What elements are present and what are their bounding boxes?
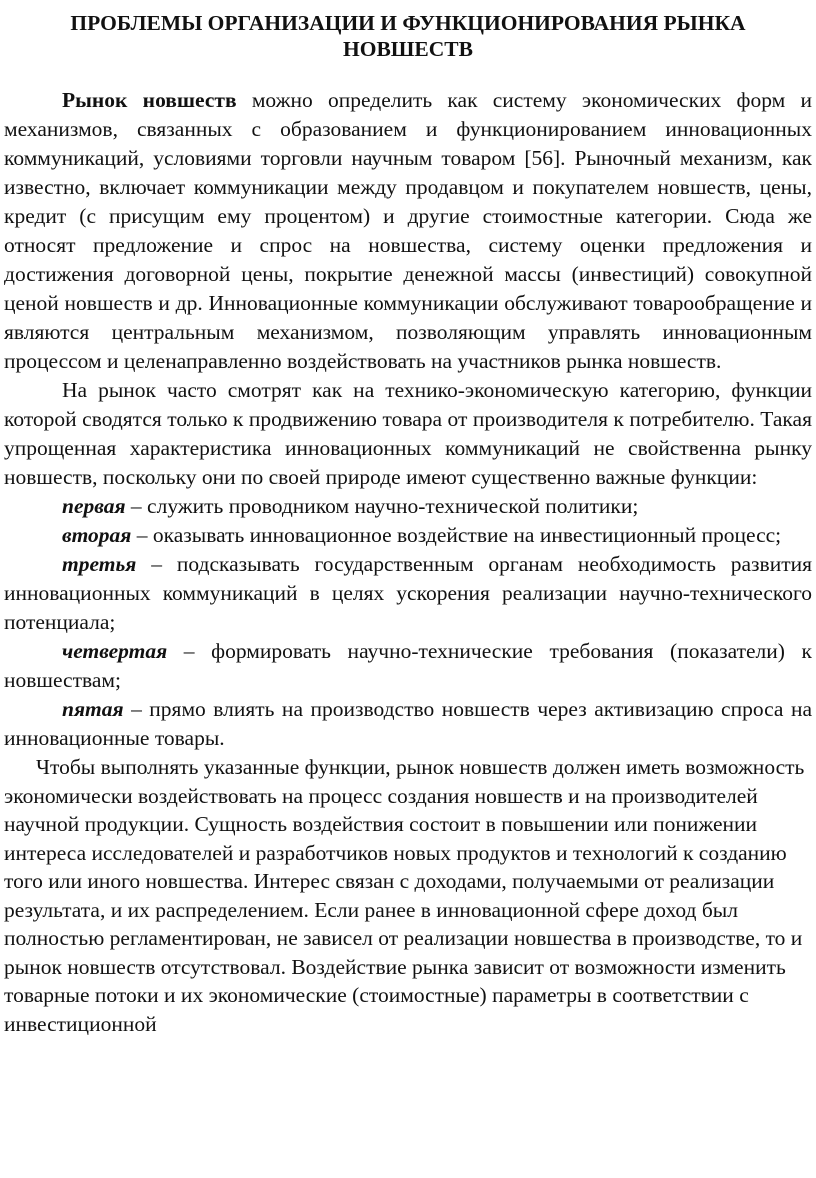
paragraph-market-category: На рынок часто смотрят как на технико-экономическую категорию, функции которой сводятся только к продвижению товара от производителя к потребителю. Такая упрощенная характеристика инновационных коммуникаций не свойственна рынку новшеств, поскольку они по своей природе имеют существенно важные функции:: [4, 378, 812, 489]
function-item-second: [4, 521, 812, 550]
function-term: четвертая: [62, 639, 168, 663]
function-text: – служить проводником научно-технической политики;: [125, 494, 639, 518]
function-text: – прямо влиять на производство новшеств через активизацию спроса на инновационные товары.: [4, 697, 812, 750]
paragraph-definition-text: можно определить как систему экономических форм и механизмов, связанных с образованием и функционированием инновационных коммуникаций, условиями торговли научным товаром [56]. Рыночный механизм, как известно, включает коммуникации между продавцом и покупателем новшеств, цены, кредит (с присущим ему процентом) и другие стоимостные категории. Сюда же относят предложение и спрос на новшества, систему оценки предложения и достижения договорной цены, покрытие денежной массы (инвестиций) совокупной ценой новшеств и др. Инновационные коммуникации обслуживают товарообращение и являются центральным механизмом, позволяющим управлять инновационным процессом и целенаправленно воздействовать на участников рынка новшеств.: [4, 88, 812, 373]
function-text: – подсказывать государственным органам необходимость развития инновационных коммуникаций в целях ускорения реализации научно-технического потенциала;: [4, 552, 812, 634]
function-term: третья: [62, 552, 137, 576]
function-term: вторая: [62, 523, 132, 547]
function-term: пятая: [62, 697, 124, 721]
paragraph-market-influence: Чтобы выполнять указанные функции, рынок новшеств должен иметь возможность экономически воздействовать на процесс создания новшеств и на производителей научной продукции. Сущность воздействия состоит в повышении или понижении интереса исследователей и разработчиков новых продуктов и технологий к созданию того или иного новшества. Интерес связан с доходами, получаемыми от реализации результата, и их распределением. Если ранее в инновационной сфере доход был полностью регламентирован, не зависел от реализации новшества в производстве, то и рынок новшеств отсутствовал. Воздействие рынка зависит от возможности изменить товарные потоки и их экономические (стоимостные) параметры в соответствии с инвестиционной: [4, 755, 805, 1036]
function-term: первая: [62, 494, 126, 518]
function-item-fifth: [4, 695, 812, 753]
page-title: ПРОБЛЕМЫ ОРГАНИЗАЦИИ И ФУНКЦИОНИРОВАНИЯ РЫНКА НОВШЕСТВ: [70, 11, 746, 61]
function-item-fourth: [4, 637, 812, 695]
paragraph-definition: [4, 86, 812, 376]
function-text: – формировать научно-технические требования (показатели) к новшествам;: [4, 639, 812, 692]
function-item-third: [4, 550, 812, 637]
function-text: – оказывать инновационное воздействие на инвестиционный процесс;: [131, 523, 782, 547]
function-item-first: [4, 492, 812, 521]
paragraph-lead-term: Рынок новшеств: [62, 88, 237, 112]
